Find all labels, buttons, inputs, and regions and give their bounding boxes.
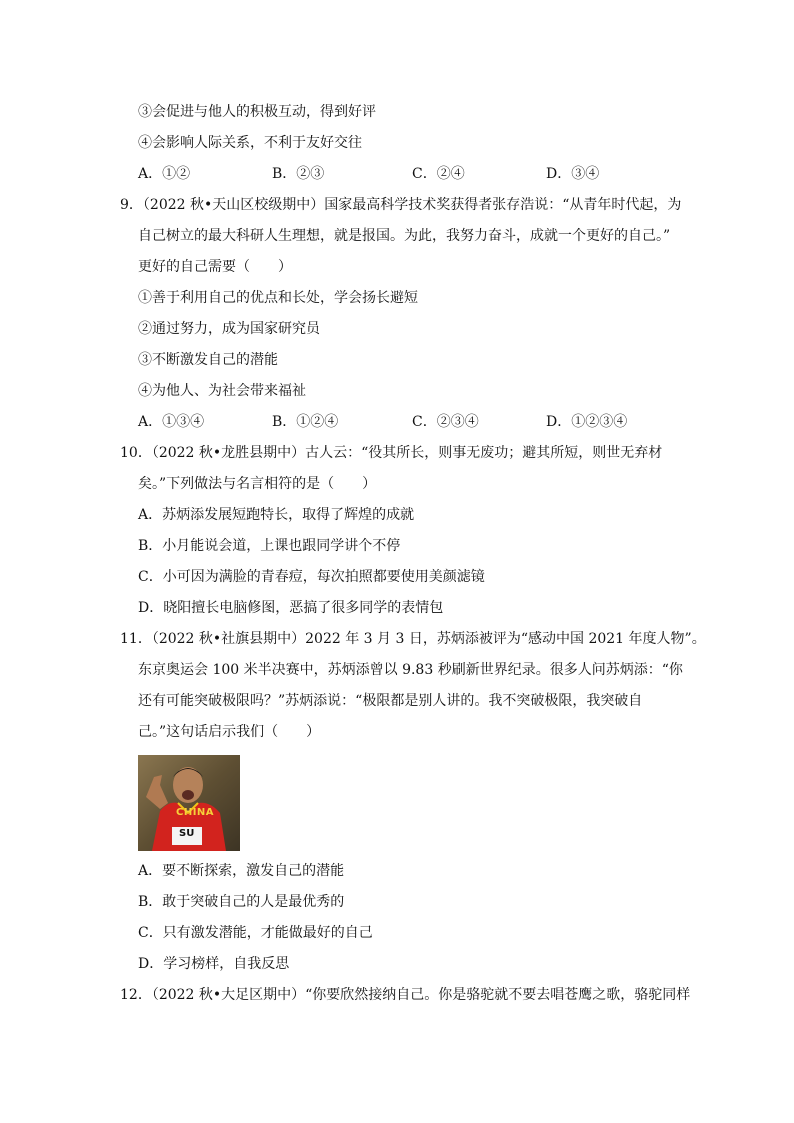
q8-statement-3: ③会促进与他人的积极互动，得到好评 <box>138 104 376 120</box>
q9-option-d[interactable]: D．①②③④ <box>546 414 628 430</box>
q9-option-a[interactable]: A．①③④ <box>138 414 205 430</box>
q9-option-b[interactable]: B．①②④ <box>272 414 339 430</box>
q9-stem-line-1: 9．（2022 秋•天山区校级期中）国家最高科学技术奖获得者张存浩说：“从青年时代起，为 <box>120 197 682 213</box>
q10-option-b[interactable]: B．小月能说会道，上课也跟同学讲个不停 <box>138 538 401 554</box>
q11-option-a[interactable]: A．要不断探索，激发自己的潜能 <box>138 863 345 879</box>
q8-option-a[interactable]: A．①② <box>138 166 191 182</box>
q12-stem-line-1: 12．（2022 秋•大足区期中）“你要欣然接纳自己。你是骆驼就不要去唱苍鹰之歌，骆驼同样 <box>120 987 691 1003</box>
q9-options <box>138 412 678 432</box>
q8-option-b[interactable]: B．②③ <box>272 166 325 182</box>
q11-stem-line-4: 己。”这句话启示我们（ ） <box>138 724 321 740</box>
q8-option-d[interactable]: D．③④ <box>546 166 600 182</box>
q11-option-d[interactable]: D．学习榜样，自我反思 <box>138 956 290 972</box>
q9-option-c[interactable]: C．②③④ <box>412 414 479 430</box>
q10-option-d[interactable]: D．晓阳擅长电脑修图，恶搞了很多同学的表情包 <box>138 600 444 616</box>
q10-stem-line-2: 矣。”下列做法与名言相符的是（ ） <box>138 476 377 492</box>
q11-option-b[interactable]: B．敢于突破自己的人是最优秀的 <box>138 894 345 910</box>
jersey-text: CHINA <box>176 807 215 818</box>
q9-statement-4: ④为他人、为社会带来福祉 <box>138 383 306 399</box>
q8-option-c[interactable]: C．②④ <box>412 166 465 182</box>
q11-stem-line-1: 11．（2022 秋•社旗县期中）2022 年 3 月 3 日，苏炳添被评为“感动中国 2021 年度人物”。 <box>120 631 706 647</box>
bib-text: SU <box>179 828 195 839</box>
q11-stem-line-2: 东京奥运会 100 米半决赛中，苏炳添曾以 9.83 秒刷新世界纪录。很多人问苏炳添：“你 <box>138 662 683 678</box>
q10-option-a[interactable]: A．苏炳添发展短跑特长，取得了辉煌的成就 <box>138 507 415 523</box>
q9-statement-3: ③不断激发自己的潜能 <box>138 352 278 368</box>
q9-statement-1: ①善于利用自己的优点和长处，学会扬长避短 <box>138 290 418 306</box>
q10-stem-line-1: 10．（2022 秋•龙胜县期中）古人云：“役其所长，则事无废功；避其所短，则世无弃材 <box>120 445 663 461</box>
q8-statement-4: ④会影响人际关系，不利于友好交往 <box>138 135 362 151</box>
q9-stem-line-2: 自己树立的最大科研人生理想，就是报国。为此，我努力奋斗，成就一个更好的自己。” <box>138 228 671 244</box>
q11-option-c[interactable]: C．只有激发潜能，才能做最好的自己 <box>138 925 373 941</box>
athlete-photo <box>138 755 240 851</box>
q10-option-c[interactable]: C．小可因为满脸的青春痘，每次拍照都要使用美颜滤镜 <box>138 569 485 585</box>
q8-options <box>138 164 678 184</box>
q9-stem-line-3: 更好的自己需要（ ） <box>138 259 292 275</box>
q9-statement-2: ②通过努力，成为国家研究员 <box>138 321 320 337</box>
q11-stem-line-3: 还有可能突破极限吗？”苏炳添说：“极限都是别人讲的。我不突破极限，我突破自 <box>138 693 643 709</box>
